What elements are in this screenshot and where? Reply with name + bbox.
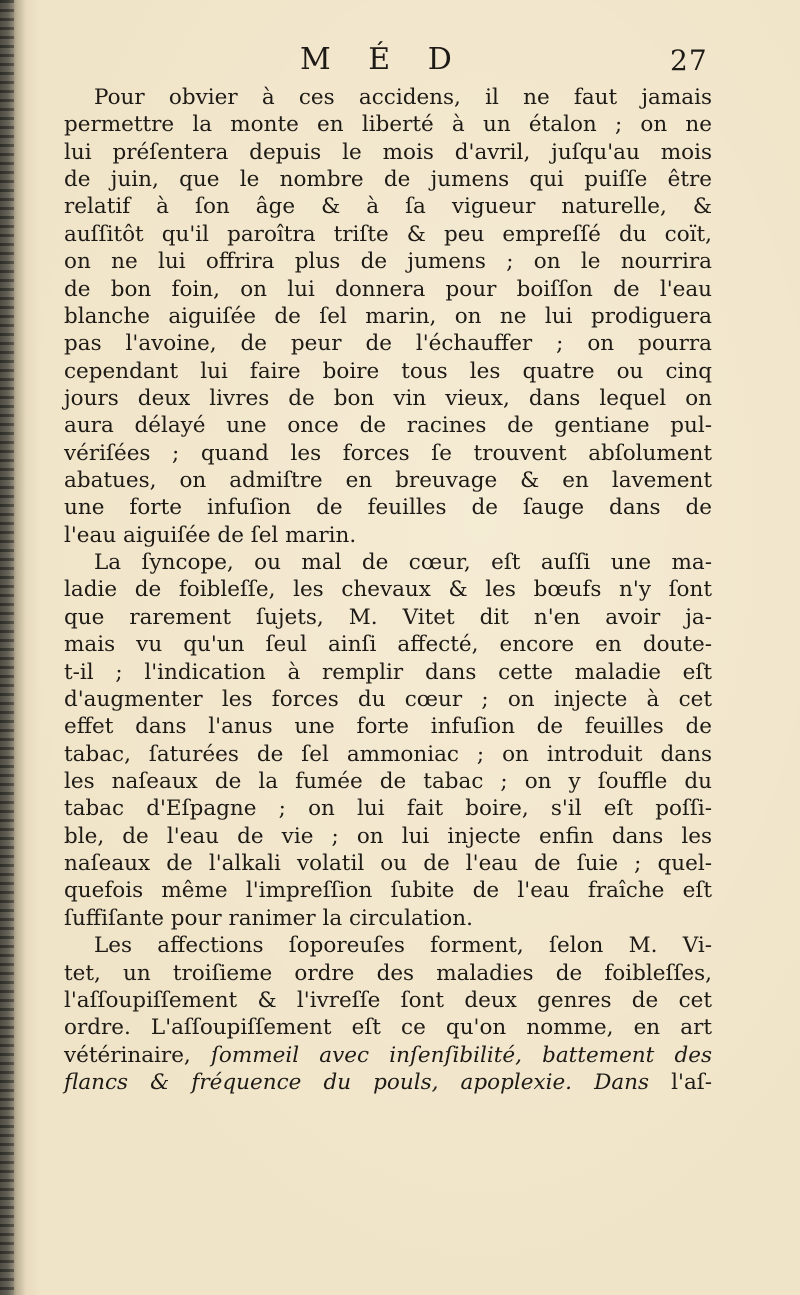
text-line: lui préſentera depuis le mois d'avril, juſqu'au mois: [64, 139, 712, 165]
text-line: tabac, ſaturées de ſel ammoniac ; on introduit dans: [64, 741, 712, 767]
text-line: ordre. L'aſſoupiſſement eſt ce qu'on nomme, en art: [64, 1015, 712, 1041]
text-line: ladie de foibleſſe, les chevaux & les bœufs n'y ſont: [64, 577, 712, 603]
text-line: aura délayé une once de racines de gentiane pul-: [64, 413, 712, 439]
text-line: que rarement ſujets, M. Vitet dit n'en avoir ja-: [64, 604, 712, 630]
page-number: 27: [670, 44, 708, 77]
text-line: ble, de l'eau de vie ; on lui injecte enfin dans les: [64, 823, 712, 849]
italic-span: ſommeil avec inſenſibilité, battement des: [210, 1042, 712, 1068]
text-line: tabac d'Eſpagne ; on lui fait boire, s'il eſt poſſi-: [64, 796, 712, 822]
text-line: [64, 1042, 712, 1069]
text-line: vériſées ; quand les forces ſe trouvent abſolument: [64, 440, 712, 466]
text-line: tet, un troiſieme ordre des maladies de foibleſſes,: [64, 960, 712, 986]
text-line: de juin, que le nombre de jumens qui puiſſe être: [64, 167, 712, 193]
text-line: abatues, on admiſtre en breuvage & en lavement: [64, 468, 712, 494]
text-line: d'augmenter les forces du cœur ; on injecte à cet: [64, 686, 712, 712]
running-title: M É D: [300, 42, 466, 77]
book-spine-edge: [0, 0, 14, 1295]
text-line: relatif à ſon âge & à ſa vigueur naturelle, &: [64, 194, 712, 220]
text-span: vétérinaire,: [64, 1042, 211, 1068]
text-line: Les affections ſoporeuſes forment, ſelon M. Vi-: [94, 933, 712, 959]
text-line: t-il ; l'indication à remplir dans cette maladie eſt: [64, 659, 712, 685]
page-header: [0, 42, 800, 82]
text-line: de bon foin, on lui donnera pour boiſſon de l'eau: [64, 276, 712, 302]
text-span: l'aſ-: [649, 1069, 712, 1095]
text-line: cependant lui faire boire tous les quatre ou cinq: [64, 358, 712, 384]
text-line: quefois même l'impreſſion ſubite de l'eau fraîche eſt: [64, 878, 712, 904]
text-line: les naſeaux de la fumée de tabac ; on y ſouffle du: [64, 768, 712, 794]
text-line: jours deux livres de bon vin vieux, dans lequel on: [64, 385, 712, 411]
text-line: Pour obvier à ces accidens, il ne faut jamais: [94, 85, 712, 110]
text-line: auſſitôt qu'il paroîtra triſte & peu empreſſé du coït,: [64, 221, 712, 247]
text-line: naſeaux de l'alkali volatil ou de l'eau de ſuie ; quel-: [64, 851, 712, 877]
text-line: [64, 1069, 712, 1096]
text-line: l'eau aiguiſée de ſel marin.: [64, 522, 357, 548]
text-line: on ne lui offrira plus de jumens ; on le nourrira: [64, 249, 712, 275]
text-line: mais vu qu'un ſeul ainſi affecté, encore en doute-: [64, 632, 712, 658]
text-line: l'aſſoupiſſement & l'ivreſſe ſont deux genres de cet: [64, 987, 712, 1013]
text-line: ſuffiſante pour ranimer la circulation.: [64, 905, 473, 931]
body-text: [64, 84, 712, 1096]
text-line: une forte infuſion de feuilles de ſauge dans de: [64, 495, 712, 521]
text-line: permettre la monte en liberté à un étalon ; on ne: [64, 112, 712, 138]
text-line: blanche aiguiſée de ſel marin, on ne lui prodiguera: [64, 303, 712, 329]
text-line: La ſyncope, ou mal de cœur, eſt auſſi une ma-: [94, 550, 712, 576]
italic-span: flancs & fréquence du pouls, apoplexie. Dans: [64, 1069, 650, 1095]
text-line: pas l'avoine, de peur de l'échauffer ; on pourra: [64, 331, 712, 357]
text-line: effet dans l'anus une forte infuſion de feuilles de: [64, 714, 712, 740]
